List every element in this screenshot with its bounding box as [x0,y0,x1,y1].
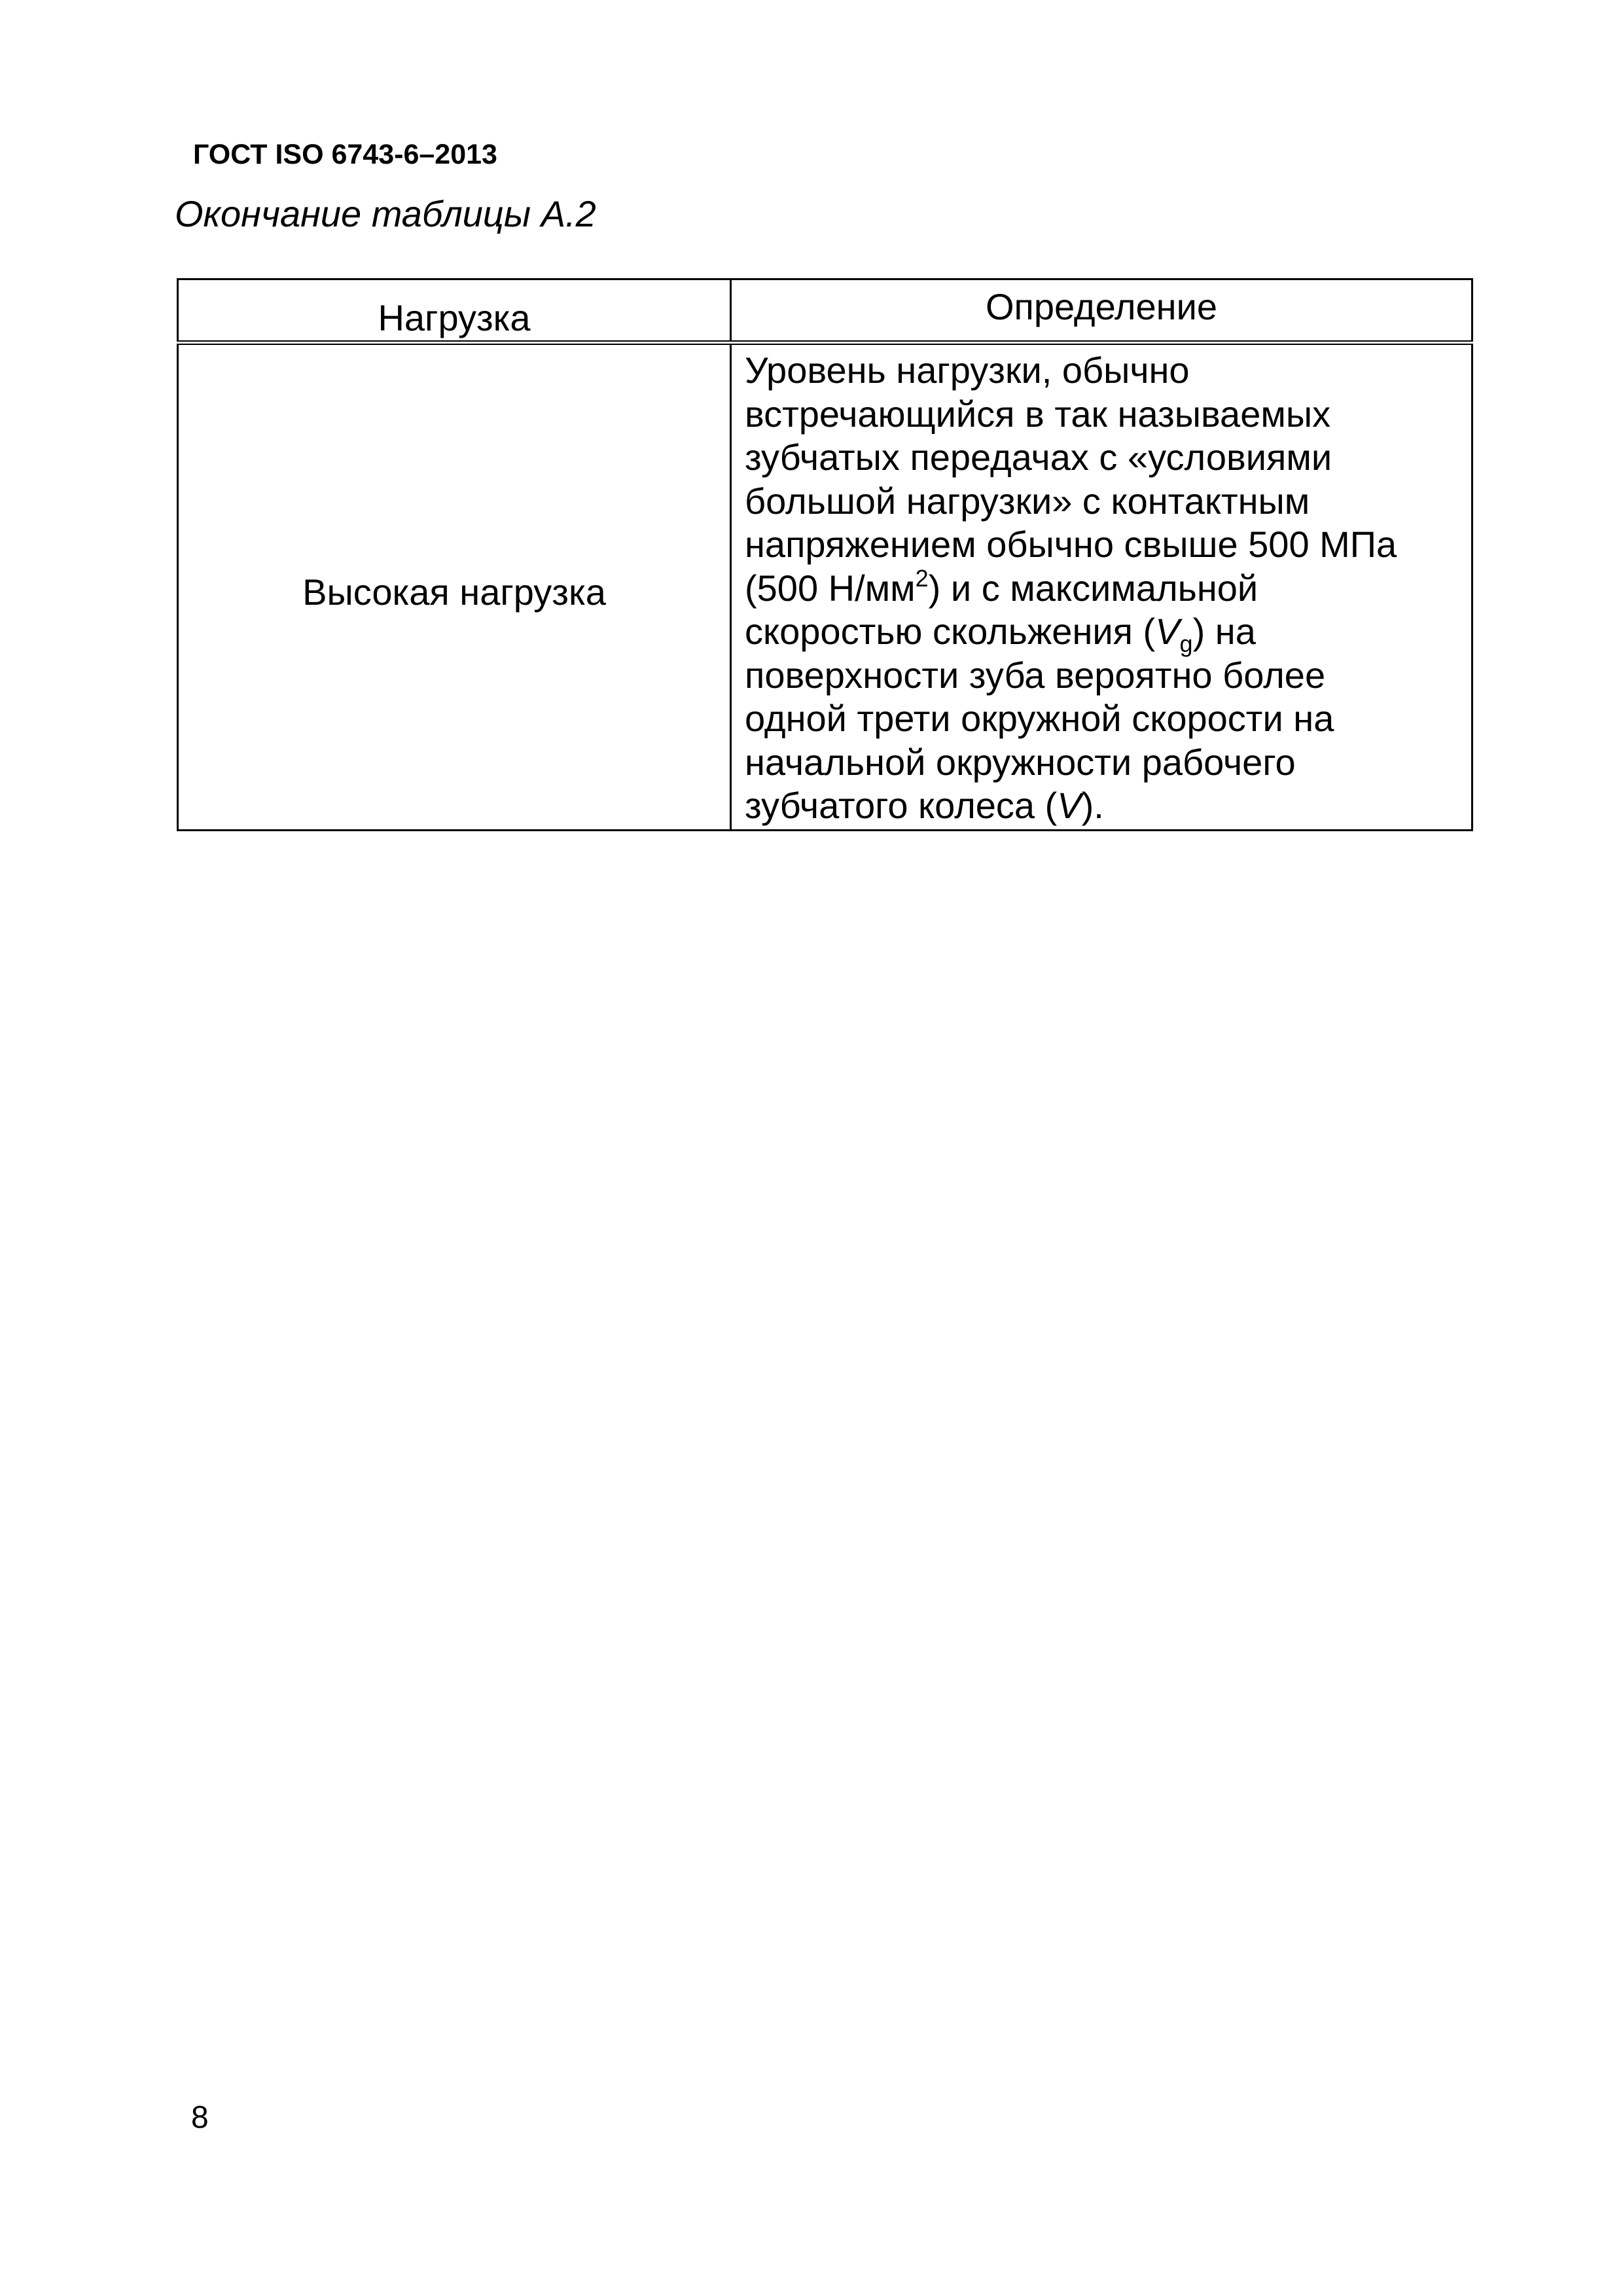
definitions-table-container [177,278,1471,831]
definition-line: одной трети окружной скорости на [745,698,1334,739]
definition-cell [731,343,1472,831]
subscript: g [1179,630,1193,657]
definition-line: большой нагрузки» с контактным [745,480,1310,522]
document-code: ГОСТ ISO 6743-6–2013 [193,139,497,170]
text-fragment: (500 Н/мм [745,567,916,609]
table-row [178,343,1472,831]
superscript: 2 [915,564,929,592]
definition-line: зубчатых передачах с «условиями [745,437,1332,478]
text-fragment: ) и с максимальной [928,567,1258,609]
variable-v: V [1155,611,1180,652]
definition-line: Уровень нагрузки, обычно [745,350,1190,391]
table-header-row [178,279,1472,343]
definition-line-units [745,564,1465,611]
text-fragment: ) на [1192,611,1256,652]
page-number: 8 [191,2100,209,2135]
text-fragment: зубчатого колеса ( [745,785,1058,826]
text-fragment: ). [1081,785,1104,826]
column-header-load: Нагрузка [178,279,731,343]
load-cell: Высокая нагрузка [178,343,731,831]
definition-line-wheel-speed [745,784,1465,828]
definition-line-sliding-speed [745,610,1465,657]
text-fragment: скоростью скольжения ( [745,611,1156,652]
definition-line: поверхности зуба вероятно более [745,654,1326,696]
table-caption: Окончание таблицы А.2 [175,193,596,234]
variable-v: V [1057,785,1082,826]
definition-line: начальной окружности рабочего [745,741,1296,783]
definition-line: напряжением обычно свыше 500 МПа [745,524,1397,565]
definition-line: встречающийся в так называемых [745,393,1331,435]
column-header-definition: Определение [731,279,1472,343]
definitions-table [177,278,1473,831]
